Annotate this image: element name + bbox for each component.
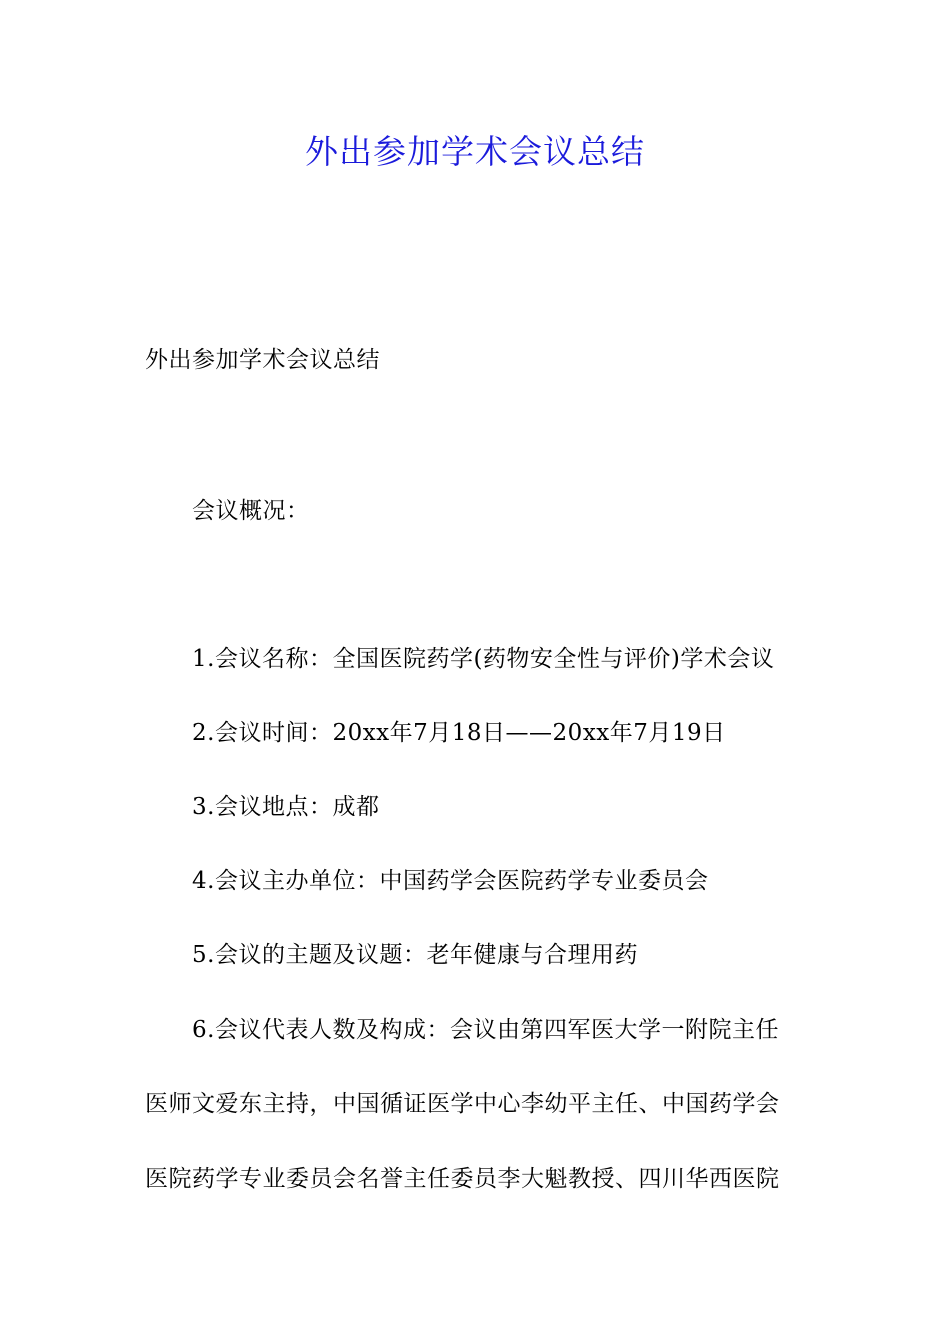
paragraph-continuation-line: 医师文爱东主持，中国循证医学中心李幼平主任、中国药学会 xyxy=(145,1091,780,1117)
meeting-theme-item: 5.会议的主题及议题：老年健康与合理用药 xyxy=(192,942,638,968)
paragraph-continuation-line: 医院药学专业委员会名誉主任委员李大魁教授、四川华西医院 xyxy=(145,1166,780,1192)
meeting-time-item: 2.会议时间：20xx年7月18日——20xx年7月19日 xyxy=(192,720,726,746)
meeting-location-item: 3.会议地点：成都 xyxy=(192,794,380,820)
meeting-attendees-item: 6.会议代表人数及构成：会议由第四军医大学一附院主任 xyxy=(192,1017,779,1043)
meeting-name-item: 1.会议名称：全国医院药学(药物安全性与评价)学术会议 xyxy=(192,646,775,672)
meeting-organizer-item: 4.会议主办单位：中国药学会医院药学专业委员会 xyxy=(192,868,709,894)
document-title: 外出参加学术会议总结 xyxy=(305,132,645,171)
overview-heading: 会议概况： xyxy=(192,498,310,524)
document-subtitle: 外出参加学术会议总结 xyxy=(145,347,380,373)
